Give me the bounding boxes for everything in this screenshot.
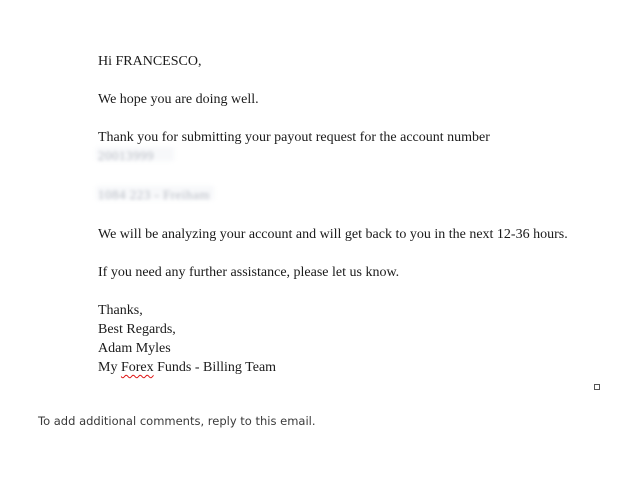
signoff-thanks: Thanks, (98, 303, 143, 318)
payout-request-line: Thank you for submitting your payout request for the account number (98, 130, 490, 145)
team-suffix: Funds - Billing Team (153, 360, 277, 375)
signoff-name: Adam Myles (98, 341, 171, 356)
signoff-team (98, 358, 276, 377)
resize-handle[interactable] (594, 384, 600, 390)
signoff-regards: Best Regards, (98, 322, 176, 337)
redacted-account-detail: 1084 223 - Freiham (98, 187, 210, 202)
reply-note: To add additional comments, reply to this email. (38, 414, 316, 428)
team-prefix: My (98, 360, 121, 375)
greeting: Hi FRANCESCO, (98, 54, 202, 69)
redacted-account-number: 20013999 (98, 148, 154, 163)
hope-line: We hope you are doing well. (98, 92, 259, 107)
assistance-line: If you need any further assistance, please let us know. (98, 265, 400, 280)
team-brand: Forex (120, 360, 154, 375)
analyzing-line: We will be analyzing your account and will get back to you in the next 12-36 hours. (98, 227, 568, 242)
